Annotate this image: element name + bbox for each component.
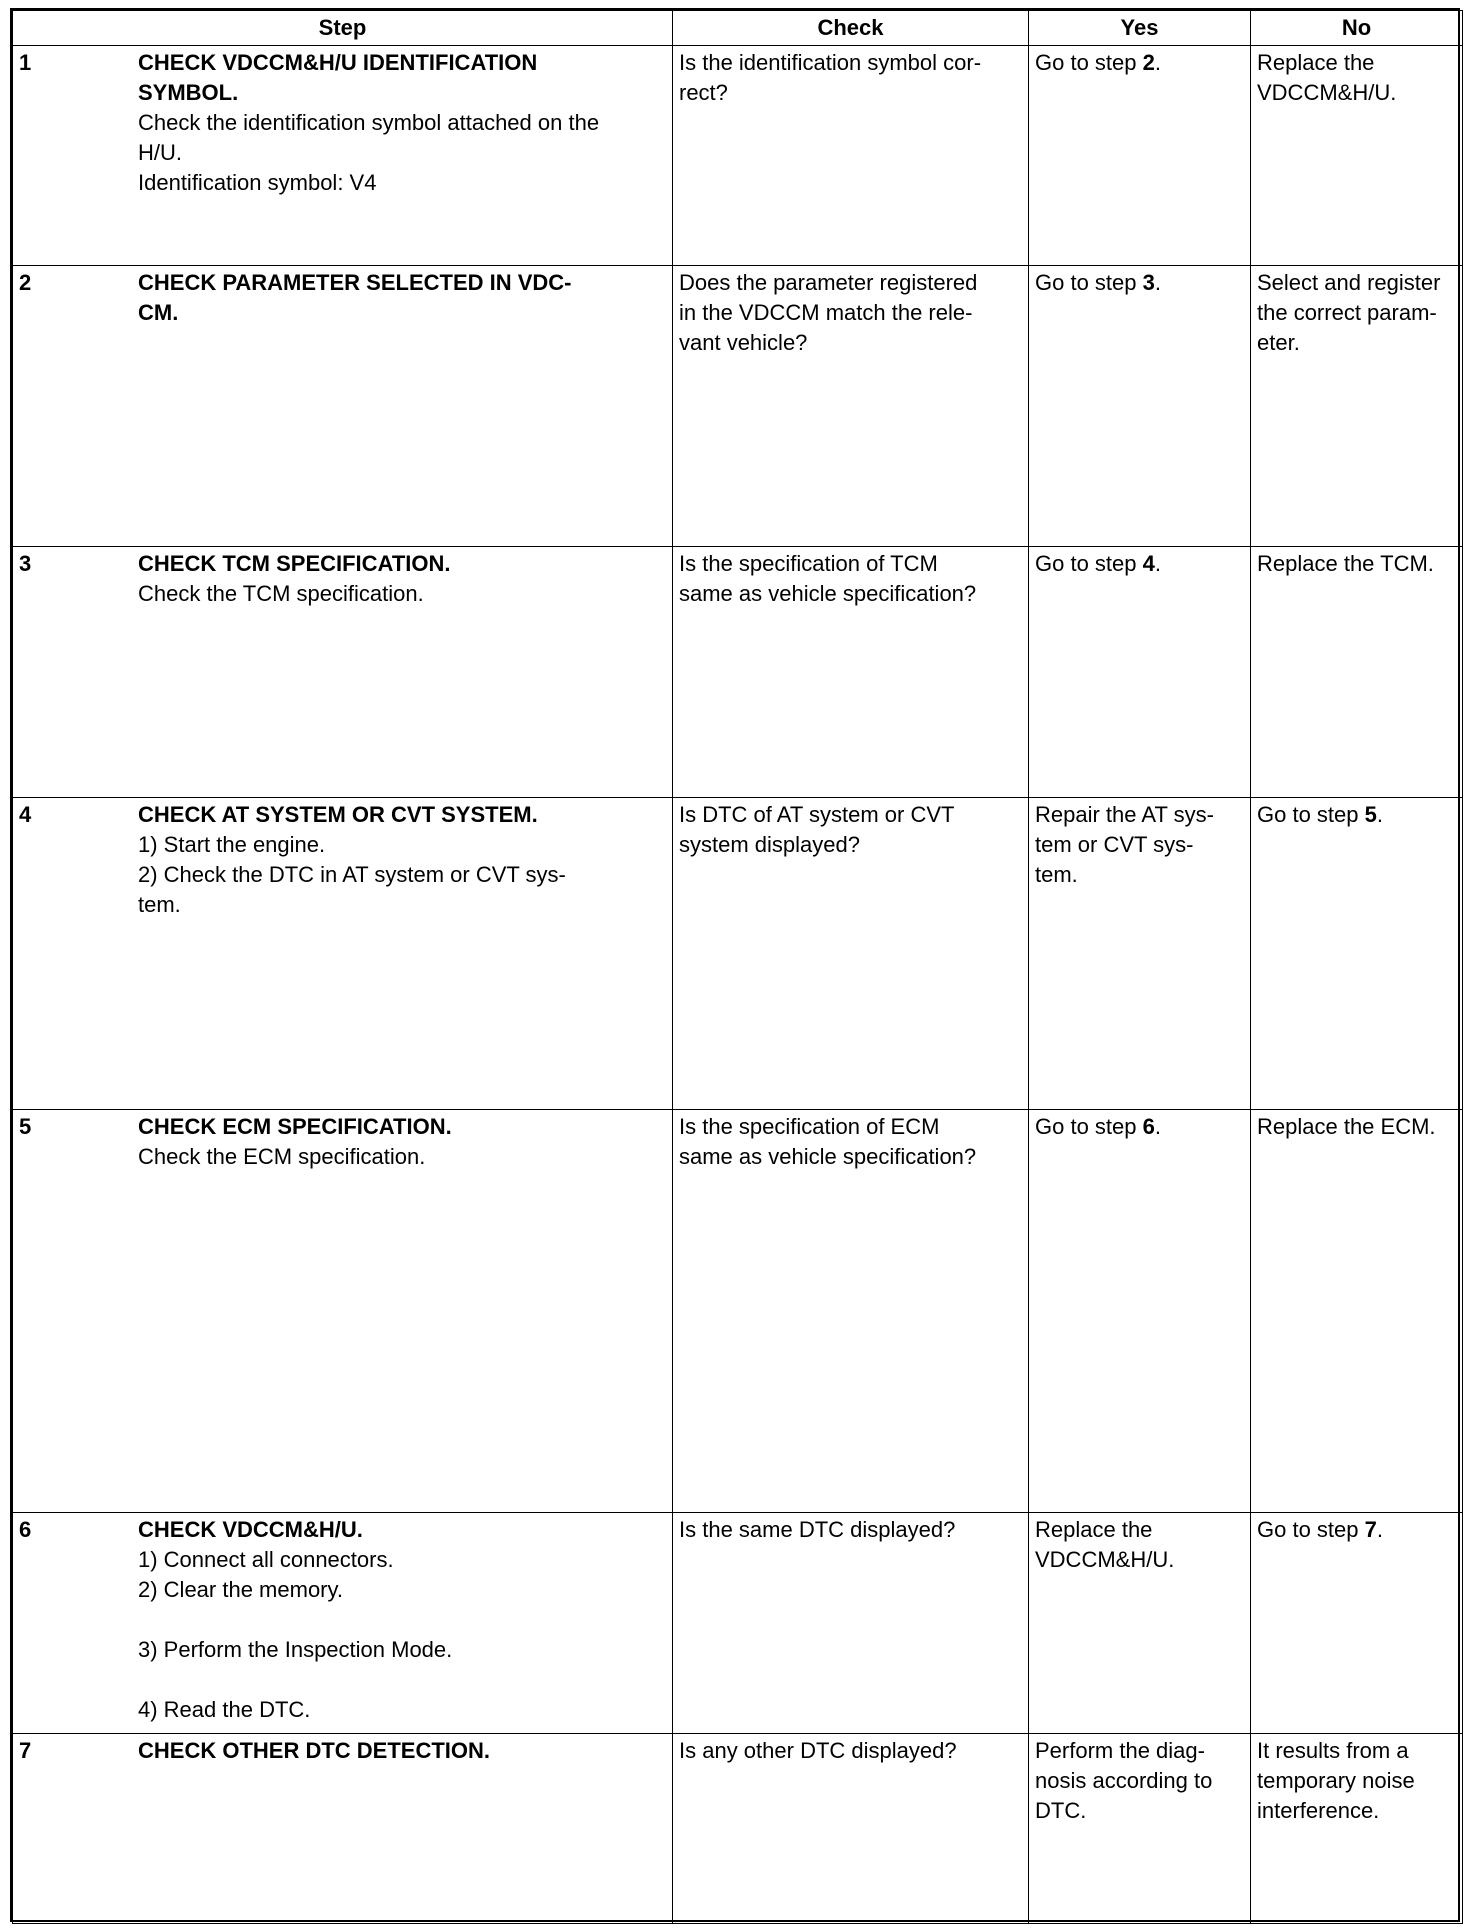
yes-result-suffix: . [1154,551,1161,576]
yes-result-text: Replace the VDCCM&H/U. [1035,1517,1175,1572]
table-row [13,1734,1463,1924]
header-yes: Yes [1029,11,1251,46]
yes-result-prefix: Go to step [1035,1114,1143,1139]
step-description [138,1734,672,1766]
step-title-line: CHECK AT SYSTEM OR CVT SYSTEM. [138,802,538,827]
table-header-row [13,11,1463,46]
step-cell [13,1734,673,1924]
yes-result-step-number: 6 [1142,1114,1155,1139]
yes-result-suffix: . [1154,270,1161,295]
step-cell [13,266,673,547]
step-number: 1 [19,50,32,75]
check-question: Is the specification of TCM same as vehicle specification? [679,551,977,606]
yes-result-prefix: Go to step [1035,270,1143,295]
yes-cell [1029,1734,1251,1924]
step-description [138,798,672,920]
table-row [13,547,1463,798]
check-cell [673,547,1029,798]
no-result-text: Select and register the correct param- eter. [1257,270,1441,355]
yes-result-prefix: Go to step [1035,551,1143,576]
step-cell [13,798,673,1110]
table-row [13,266,1463,547]
no-cell [1251,1110,1463,1513]
table-row [13,1513,1463,1734]
yes-result-prefix: Go to step [1035,50,1143,75]
check-cell [673,1513,1029,1734]
step-cell [13,1110,673,1513]
check-question: Is the same DTC displayed? [679,1517,956,1542]
check-question: Does the parameter registered in the VDCCM match the rele- vant vehicle? [679,270,978,355]
step-cell [13,547,673,798]
check-cell [673,1110,1029,1513]
check-cell [673,798,1029,1110]
step-body-line: 2) Check the DTC in AT system or CVT sys- [138,862,566,887]
step-description [138,266,672,328]
step-body-line: 2) Clear the memory. [138,1577,343,1602]
yes-result-suffix: . [1154,50,1161,75]
step-body-line: tem. [138,892,181,917]
step-body-line: 1) Connect all connectors. [138,1547,394,1572]
check-cell [673,1734,1029,1924]
check-cell [673,266,1029,547]
diagnostic-table [12,10,1463,1924]
step-body-line: Check the TCM specification. [138,581,424,606]
no-result-text: Replace the VDCCM&H/U. [1257,50,1397,105]
yes-result-text: Perform the diag- nosis according to DTC. [1035,1738,1213,1823]
no-cell [1251,1734,1463,1924]
step-body-line: Identification symbol: V4 [138,170,377,195]
step-description [138,547,672,609]
no-result-text: Replace the ECM. [1257,1114,1436,1139]
step-body-line: 1) Start the engine. [138,832,326,857]
step-body-line: 4) Read the DTC. [138,1697,311,1722]
table-row [13,1110,1463,1513]
header-no: No [1251,11,1463,46]
diagnostic-procedure-sheet [10,8,1460,1922]
yes-cell [1029,1513,1251,1734]
table-row [13,46,1463,266]
step-title-line: CHECK ECM SPECIFICATION. [138,1114,452,1139]
step-number: 3 [19,551,32,576]
step-body-line: 3) Perform the Inspection Mode. [138,1637,453,1662]
step-number: 7 [19,1738,32,1763]
step-title-line: CM. [138,300,179,325]
header-step: Step [13,11,673,46]
no-result-suffix: . [1376,802,1383,827]
step-number: 2 [19,270,32,295]
no-result-text: It results from a temporary noise interference. [1257,1738,1415,1823]
no-cell [1251,266,1463,547]
step-body-line: H/U. [138,140,182,165]
yes-cell [1029,266,1251,547]
no-cell [1251,46,1463,266]
step-description [138,1513,672,1725]
step-title-line: SYMBOL. [138,80,239,105]
step-cell [13,46,673,266]
step-title-line: CHECK VDCCM&H/U. [138,1517,363,1542]
yes-result-step-number: 3 [1142,270,1155,295]
header-check: Check [673,11,1029,46]
step-body-line: Check the identification symbol attached on the [138,110,600,135]
table-row [13,798,1463,1110]
check-question: Is the identification symbol cor- rect? [679,50,982,105]
yes-cell [1029,46,1251,266]
no-result-suffix: . [1376,1517,1383,1542]
no-cell [1251,547,1463,798]
step-title-line: CHECK TCM SPECIFICATION. [138,551,451,576]
yes-result-step-number: 2 [1142,50,1155,75]
no-result-step-number: 7 [1364,1517,1377,1542]
yes-result-step-number: 4 [1142,551,1155,576]
check-cell [673,46,1029,266]
yes-cell [1029,547,1251,798]
check-question: Is any other DTC displayed? [679,1738,957,1763]
no-cell [1251,1513,1463,1734]
no-result-step-number: 5 [1364,802,1377,827]
no-result-prefix: Go to step [1257,1517,1365,1542]
no-result-prefix: Go to step [1257,802,1365,827]
step-number: 6 [19,1517,32,1542]
no-result-text: Replace the TCM. [1257,551,1434,576]
step-body-line: Check the ECM specification. [138,1144,426,1169]
yes-cell [1029,798,1251,1110]
step-title-line: CHECK VDCCM&H/U IDENTIFICATION [138,50,538,75]
step-description [138,1110,672,1172]
step-number: 4 [19,802,32,827]
step-title-line: CHECK OTHER DTC DETECTION. [138,1738,490,1763]
step-description [138,46,672,198]
step-title-line: CHECK PARAMETER SELECTED IN VDC- [138,270,572,295]
check-question: Is DTC of AT system or CVT system displayed? [679,802,955,857]
no-cell [1251,798,1463,1110]
yes-result-text: Repair the AT sys- tem or CVT sys- tem. [1035,802,1214,887]
yes-cell [1029,1110,1251,1513]
step-cell [13,1513,673,1734]
check-question: Is the specification of ECM same as vehicle specification? [679,1114,977,1169]
step-number: 5 [19,1114,32,1139]
yes-result-suffix: . [1154,1114,1161,1139]
